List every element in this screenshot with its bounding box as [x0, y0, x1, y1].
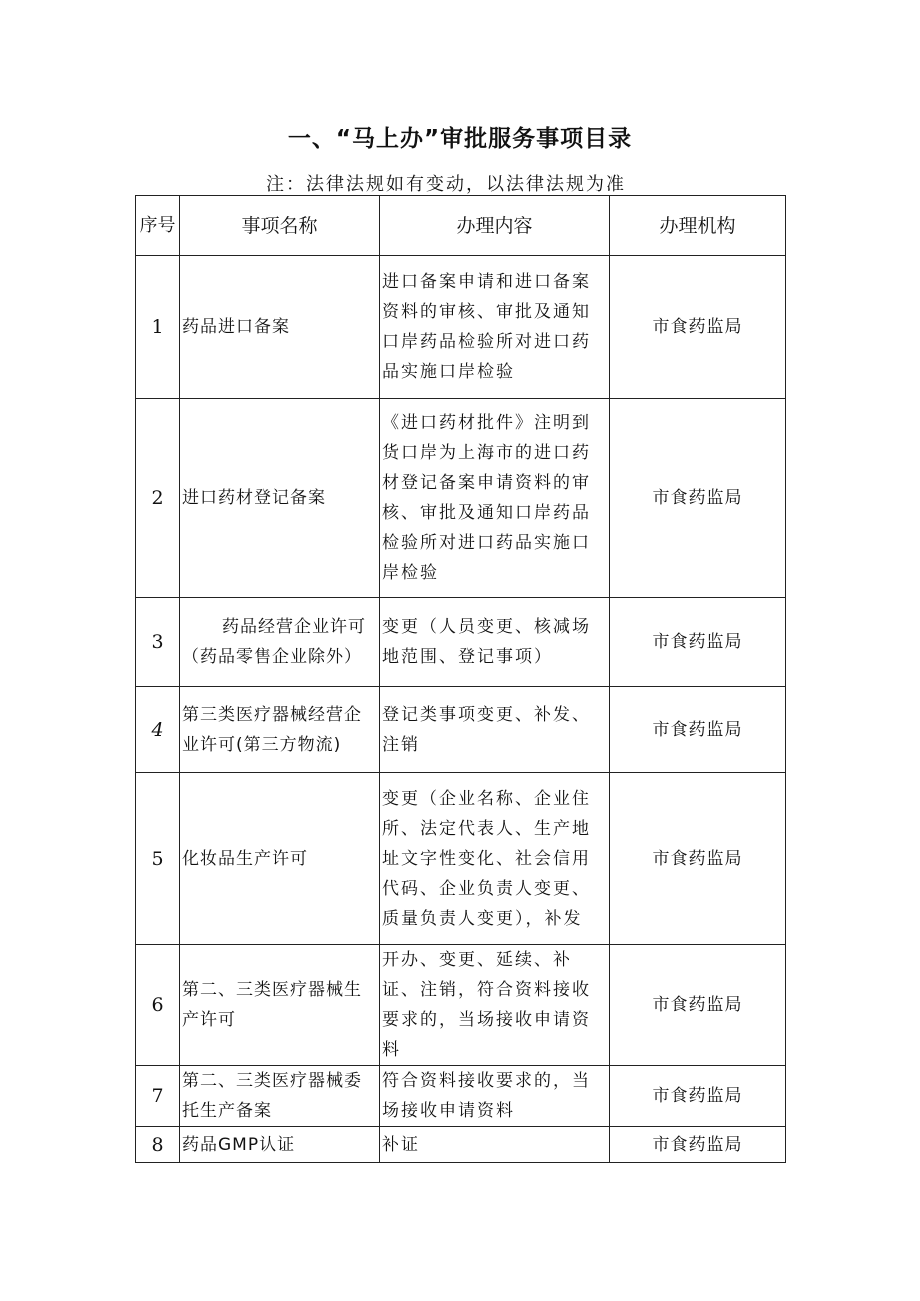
table-row — [136, 1066, 786, 1127]
table-row — [136, 773, 786, 945]
row-seq: 4 — [136, 687, 180, 773]
table-row — [136, 1127, 786, 1163]
header-content: 办理内容 — [380, 196, 610, 256]
table-row — [136, 256, 786, 399]
row-name: 进口药材登记备案 — [180, 399, 380, 598]
row-name: 第二、三类医疗器械生产许可 — [180, 945, 380, 1066]
header-agency: 办理机构 — [610, 196, 786, 256]
row-seq: 7 — [136, 1066, 180, 1127]
row-name: 第三类医疗器械经营企业许可(第三方物流) — [180, 687, 380, 773]
table-row — [136, 945, 786, 1066]
row-agency: 市食药监局 — [610, 687, 786, 773]
row-content: 登记类事项变更、补发、注销 — [380, 687, 610, 773]
row-content: 符合资料接收要求的，当场接收申请资料 — [380, 1066, 610, 1127]
row-agency: 市食药监局 — [610, 945, 786, 1066]
table-row — [136, 399, 786, 598]
row-name: 第二、三类医疗器械委托生产备案 — [180, 1066, 380, 1127]
service-items-table — [135, 195, 786, 1163]
row-seq: 8 — [136, 1127, 180, 1163]
row-agency: 市食药监局 — [610, 773, 786, 945]
row-content: 《进口药材批件》注明到货口岸为上海市的进口药材登记备案申请资料的审核、审批及通知口岸药品检验所对进口药品实施口岸检验 — [380, 399, 610, 598]
row-agency: 市食药监局 — [610, 399, 786, 598]
table-row — [136, 598, 786, 687]
row-content: 补证 — [380, 1127, 610, 1163]
header-name: 事项名称 — [180, 196, 380, 256]
row-content: 开办、变更、延续、补证、注销，符合资料接收要求的，当场接收申请资料 — [380, 945, 610, 1066]
row-name: 化妆品生产许可 — [180, 773, 380, 945]
row-agency: 市食药监局 — [610, 1066, 786, 1127]
row-name: 药品进口备案 — [180, 256, 380, 399]
row-content: 变更（企业名称、企业住所、法定代表人、生产地址文字性变化、社会信用代码、企业负责人变更、质量负责人变更），补发 — [380, 773, 610, 945]
row-seq: 5 — [136, 773, 180, 945]
row-name: 药品经营企业许可（药品零售企业除外） — [180, 598, 380, 687]
row-agency: 市食药监局 — [610, 1127, 786, 1163]
page-title: 一、“马上办”审批服务事项目录 — [287, 126, 633, 152]
row-seq: 3 — [136, 598, 180, 687]
table-header-row — [136, 196, 786, 256]
row-seq: 6 — [136, 945, 180, 1066]
row-agency: 市食药监局 — [610, 598, 786, 687]
row-content: 进口备案申请和进口备案资料的审核、审批及通知口岸药品检验所对进口药品实施口岸检验 — [380, 256, 610, 399]
header-seq: 序号 — [136, 196, 180, 256]
table-row — [136, 687, 786, 773]
row-content: 变更（人员变更、核减场地范围、登记事项） — [380, 598, 610, 687]
note-text: 注：法律法规如有变动，以法律法规为准 — [266, 174, 626, 195]
row-agency: 市食药监局 — [610, 256, 786, 399]
row-name: 药品GMP认证 — [180, 1127, 380, 1163]
row-seq: 2 — [136, 399, 180, 598]
row-seq: 1 — [136, 256, 180, 399]
